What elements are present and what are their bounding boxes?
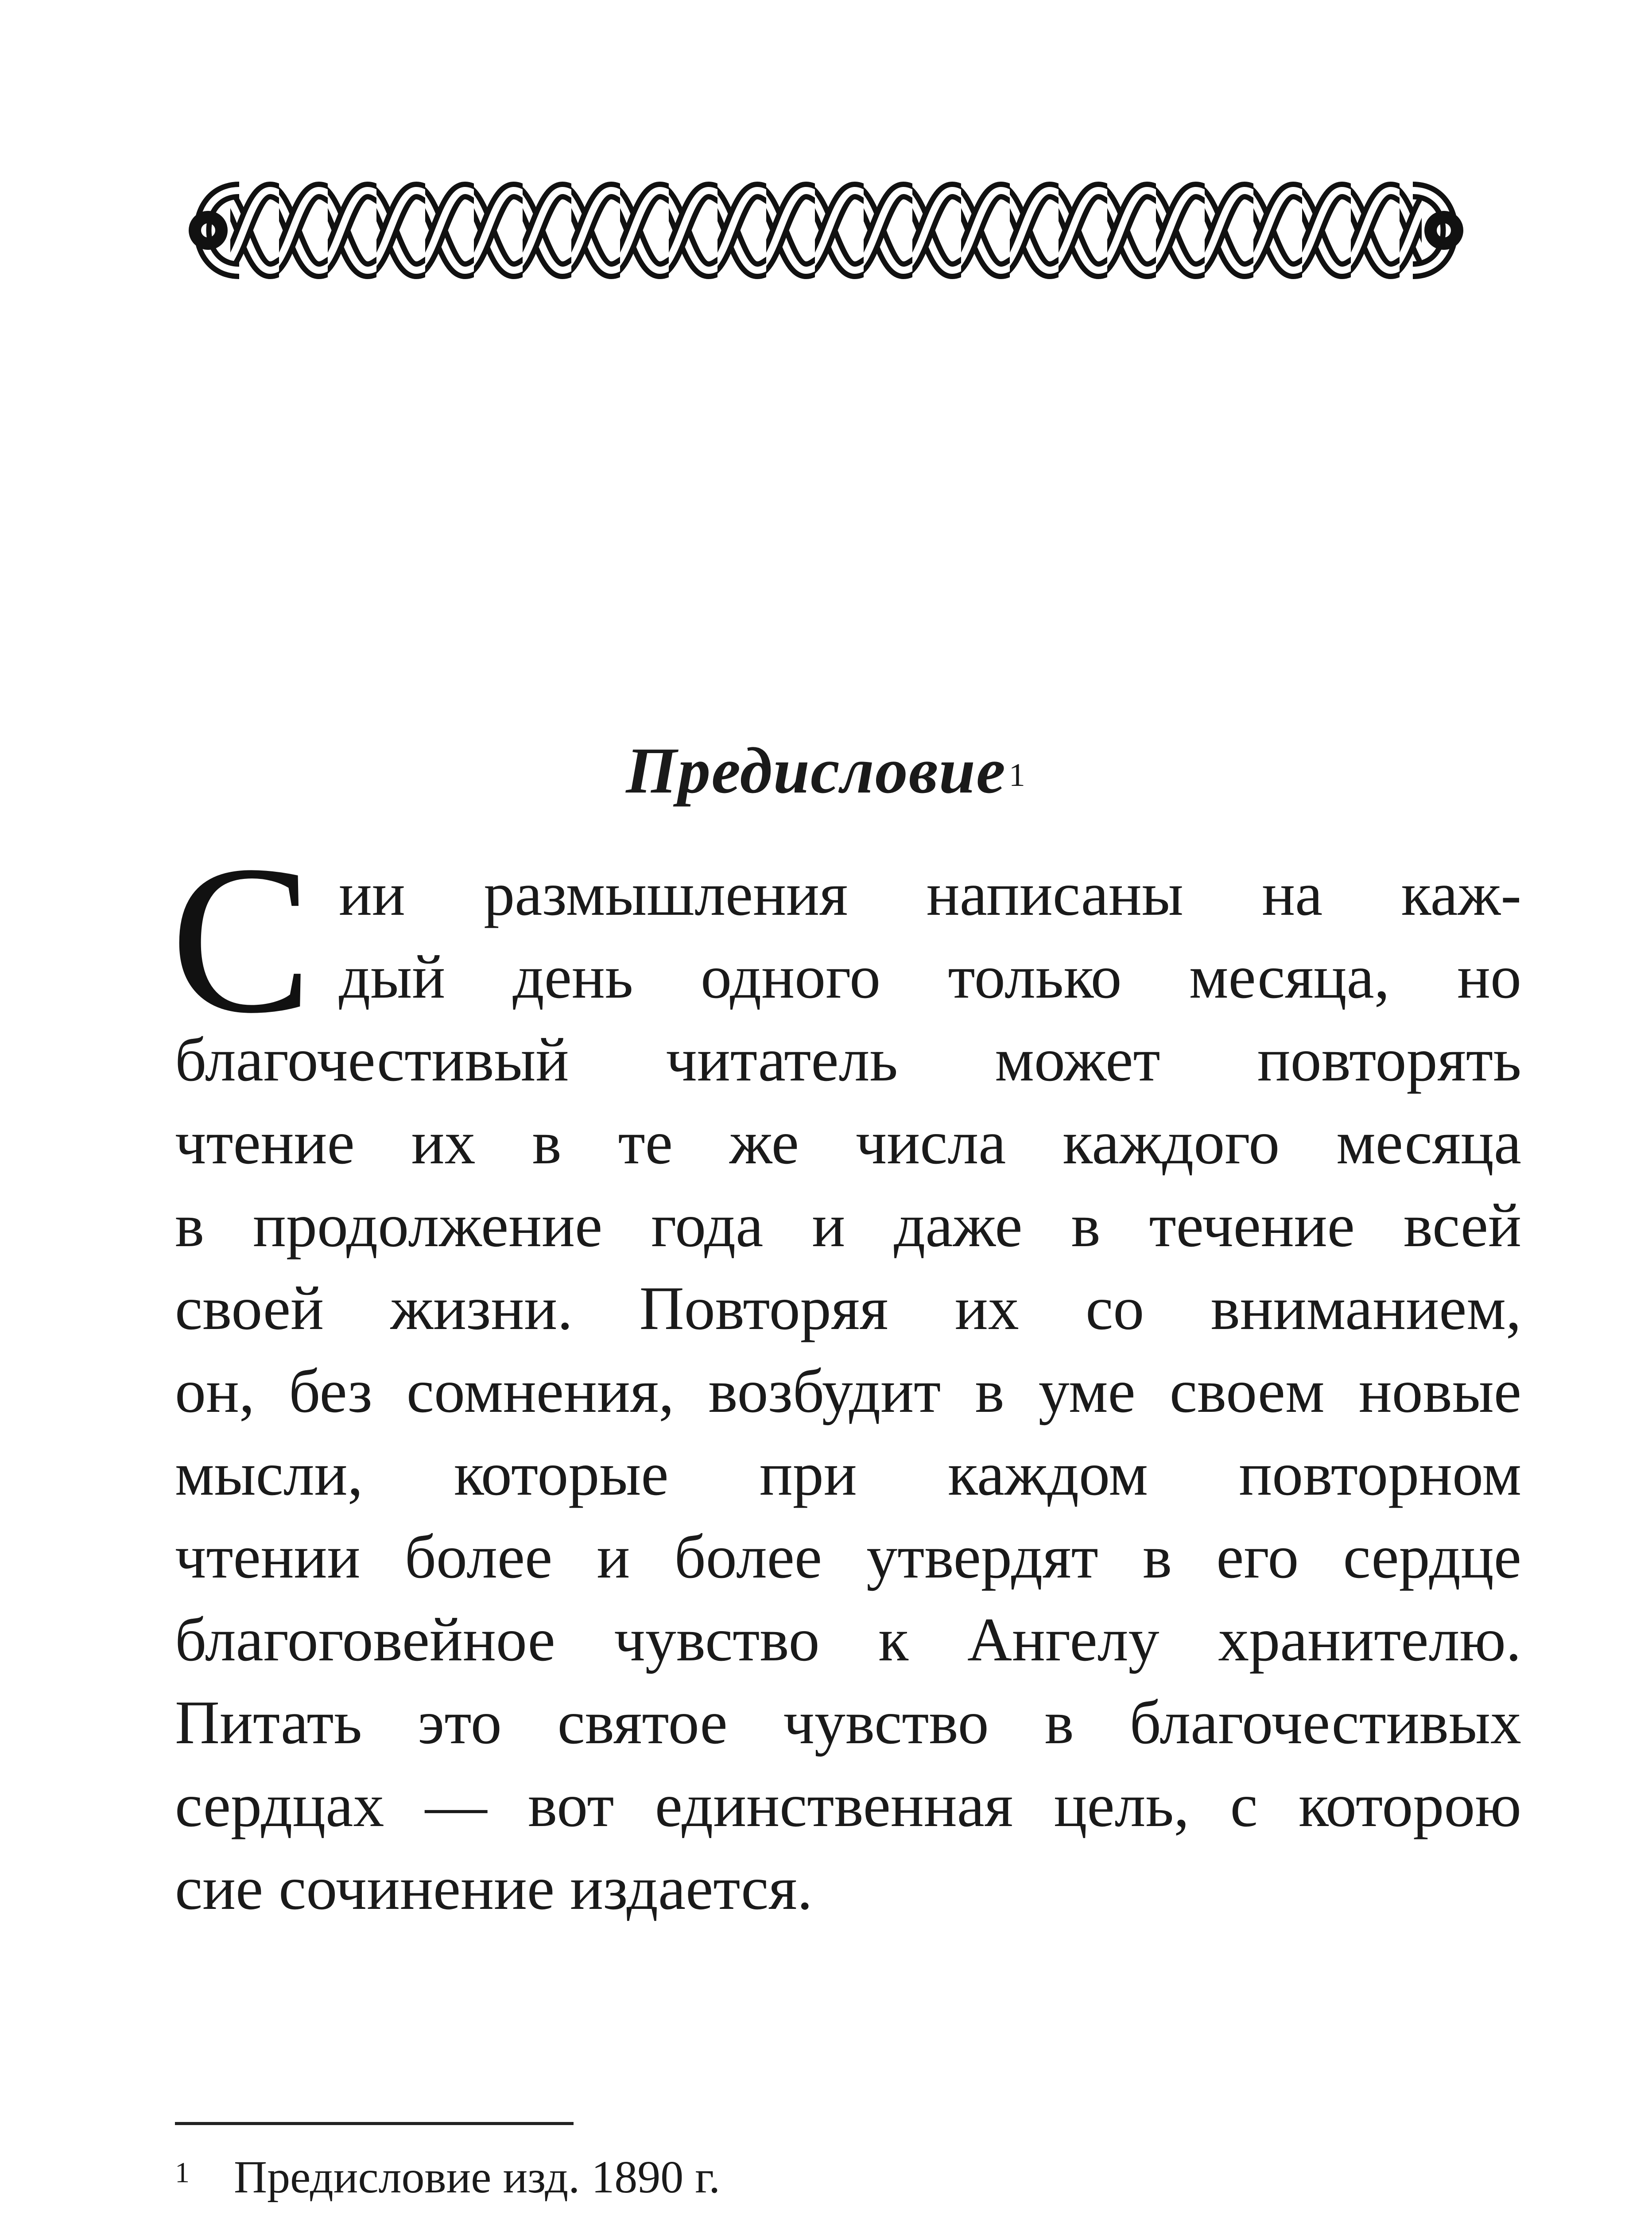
footnote-divider <box>175 2122 574 2125</box>
paragraph-line: ии размышления написаны на каж- <box>339 860 1521 929</box>
paragraph-line: он, без сомнения, возбудит в уме своем новые <box>175 1357 1521 1426</box>
paragraph-line: благоговейное чувство к Ангелу хранителю. <box>175 1605 1521 1674</box>
drop-cap: С <box>171 821 313 1057</box>
paragraph-line: дый день одного только месяца, но <box>339 943 1521 1011</box>
paragraph-line: мысли, которые при каждом повторном <box>175 1440 1521 1508</box>
heading-footnote-ref: 1 <box>1008 757 1026 793</box>
paragraph-line: чтении более и более утвердят в его сердце <box>175 1523 1521 1591</box>
paragraph-line: Питать это святое чувство в благочестивых <box>175 1688 1521 1757</box>
body-paragraph <box>171 821 1521 1930</box>
paragraph-line: своей жизни. Повторяя их со вниманием, <box>175 1274 1521 1343</box>
footnote-text: Предисловие изд. 1890 г. <box>234 2152 721 2203</box>
paragraph-line: благочестивый читатель может повторять <box>175 1026 1521 1094</box>
paragraph-line: в продолжение года и даже в течение всей <box>175 1191 1521 1260</box>
paragraph-line: сердцах — вот единственная цель, с которою <box>175 1771 1521 1840</box>
section-heading <box>0 727 1652 815</box>
paragraph-line: сие сочинение издается. <box>175 1854 813 1923</box>
heading-title: Предисловие <box>626 734 1006 807</box>
footnote <box>175 2146 720 2208</box>
paragraph-line: чтение их в те же числа каждого месяца <box>175 1108 1521 1177</box>
celtic-knot-ornament-band <box>182 173 1470 288</box>
footnote-mark: 1 <box>175 2157 190 2189</box>
